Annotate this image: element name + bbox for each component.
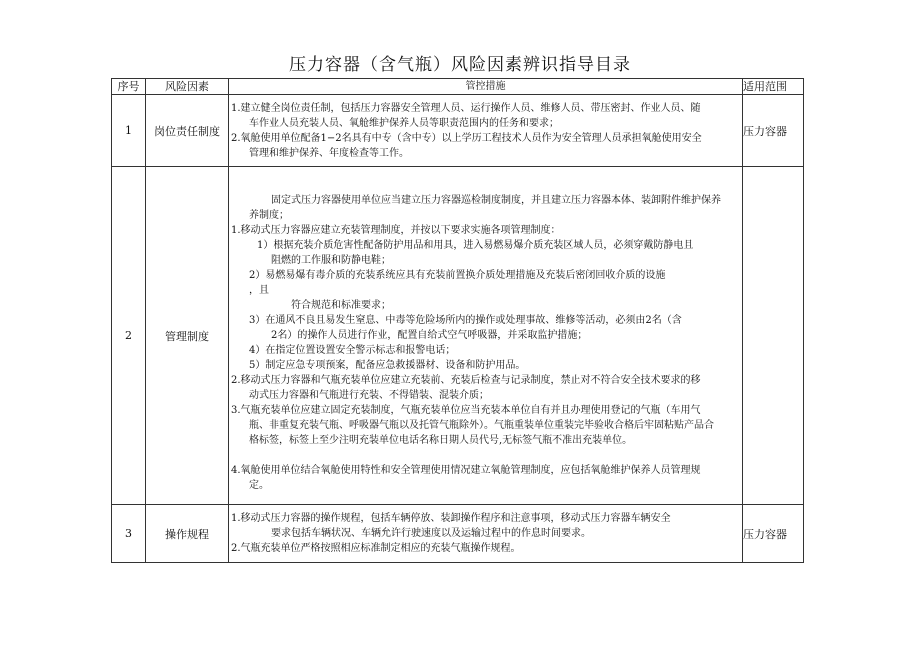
row-risk: 岗位责任制度 xyxy=(146,95,229,167)
table-row xyxy=(112,95,804,167)
measure-line: 阻燃的工作服和防静电鞋； xyxy=(271,255,391,266)
measure-line: 2）易燃易爆有毒介质的充装系统应具有充装前置换介质处理措施及充装后密闭回收介质的设施 xyxy=(249,270,666,281)
measure-line: 管理和维护保养、年度检查等工作。 xyxy=(249,147,409,159)
row-scope xyxy=(743,167,804,505)
table-row xyxy=(112,167,804,505)
row-measures xyxy=(229,505,743,563)
row-risk: 管理制度 xyxy=(146,167,229,505)
measure-line: 2.移动式压力容器和气瓶充装单位应建立充装前、充装后检查与记录制度，禁止对不符合安全技术要求的移 xyxy=(231,375,701,386)
header-measures: 管控措施 xyxy=(229,79,743,95)
row-scope: 压力容器 xyxy=(743,505,804,563)
measure-line: 2名）的操作人员进行作业，配置自给式空气呼吸器，并采取监护措施； xyxy=(271,330,588,341)
measure-line: 1）根据充装介质危害性配备防护用品和用具，进入易燃易爆介质充装区域人员，必须穿戴防静电且 xyxy=(257,240,694,251)
measure-line: 5）制定应急专项预案，配备应急救援器材、设备和防护用品。 xyxy=(249,360,526,371)
measure-line: 固定式压力容器使用单位应当建立压力容器巡检制度制度，并且建立压力容器本体、装卸附件维护保养 xyxy=(271,195,721,206)
measure-line: 4）在指定位置设置安全警示标志和报警电话； xyxy=(249,345,456,356)
row-scope: 压力容器 xyxy=(743,95,804,167)
measure-line: 2.气瓶充装单位严格按照相应标准制定相应的充装气瓶操作规程。 xyxy=(231,543,521,554)
header-no: 序号 xyxy=(112,79,146,95)
row-no: 3 xyxy=(112,505,146,563)
row-measures xyxy=(229,167,743,505)
header-row xyxy=(112,79,804,95)
measure-line: 4.氧舱使用单位结合氧舱使用特性和安全管理使用情况建立氧舱管理制度，应包括氧舱维护保养人员管理规 xyxy=(231,465,701,476)
header-scope: 适用范围 xyxy=(743,79,804,95)
header-risk: 风险因素 xyxy=(146,79,229,95)
measure-line: 定。 xyxy=(249,480,269,491)
risk-table xyxy=(111,78,804,563)
measure-line: 符合规范和标准要求； xyxy=(291,300,391,311)
measure-line: 养制度； xyxy=(249,210,289,221)
measure-line: ，且 xyxy=(249,285,269,296)
measure-line: 车作业人员充装人员、氧舱维护保养人员等职责范围内的任务和要求； xyxy=(249,117,559,129)
measure-line: 要求包括车辆状况、车辆允许行驶速度以及运输过程中的作息时间要求。 xyxy=(271,528,591,539)
row-risk: 操作规程 xyxy=(146,505,229,563)
measure-line: 瓶、非重复充装气瓶、呼吸器气瓶以及托管气瓶除外）。气瓶重装单位重装完毕验收合格后牢固粘贴产品合 xyxy=(249,420,714,431)
measure-line: 3.气瓶充装单位应建立固定充装制度，气瓶充装单位应当充装本单位自有并且办理使用登记的气瓶（车用气 xyxy=(231,405,701,416)
page-title: 压力容器（含气瓶）风险因素辨识指导目录 xyxy=(289,55,631,75)
row-measures xyxy=(229,95,743,167)
measure-line: 格标签，标签上至少注明充装单位电话名称日期人员代号,无标签气瓶不准出充装单位。 xyxy=(249,435,633,446)
measure-line: 1.移动式压力容器的操作规程，包括车辆停放、装卸操作程序和注意事项，移动式压力容器车辆安全 xyxy=(231,513,671,524)
row-no: 1 xyxy=(112,95,146,167)
measure-line: 动式压力容器和气瓶进行充装、不得错装、混装介质； xyxy=(249,390,489,401)
measure-line: 3）在通风不良且易发生窒息、中毒等危险场所内的操作或处理事故、维修等活动，必须由2名（含 xyxy=(249,315,682,326)
measure-line: 1.建立健全岗位责任制，包括压力容器安全管理人员、运行操作人员、维修人员、带压密封、作业人员、随 xyxy=(231,102,701,114)
row-no: 2 xyxy=(112,167,146,505)
measure-line: 2.氧舱使用单位配备1−2名具有中专（含中专）以上学历工程技术人员作为安全管理人员承担氧舱使用安全 xyxy=(231,132,702,144)
table-row xyxy=(112,505,804,563)
measure-line: 1.移动式压力容器应建立充装管理制度，并按以下要求实施各项管理制度： xyxy=(231,225,561,236)
